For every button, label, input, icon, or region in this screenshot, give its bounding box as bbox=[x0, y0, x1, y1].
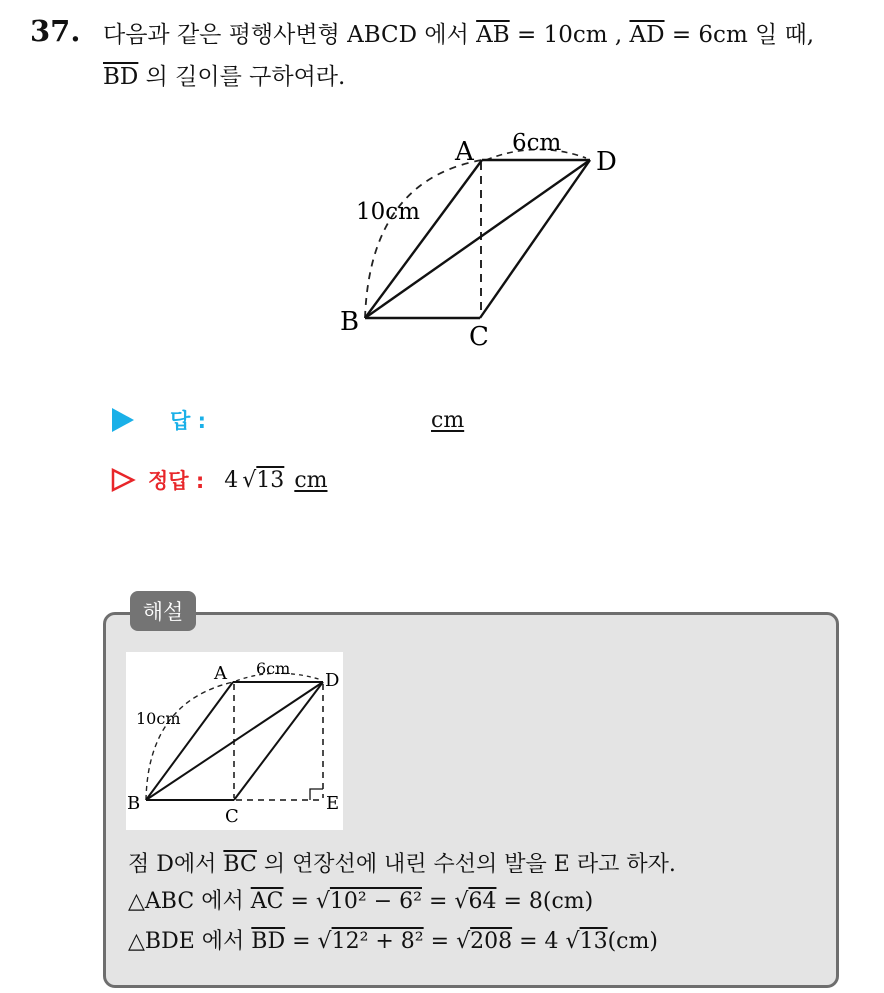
solution-figure bbox=[126, 652, 343, 830]
parallelogram-figure bbox=[330, 120, 650, 355]
play-triangle-icon bbox=[112, 408, 134, 432]
correct-radicand: 13 bbox=[256, 467, 285, 493]
sol-line3-rad3: 13 bbox=[579, 929, 608, 954]
sol-line2-eq1: = bbox=[290, 889, 309, 914]
label-6cm: 6cm bbox=[512, 130, 562, 156]
sol-label-10cm: 10cm bbox=[136, 709, 181, 728]
sol-line3-eq3: = 4 bbox=[519, 929, 559, 954]
segment-ab: $\overline{AB}$ bbox=[476, 22, 510, 48]
sol-line1-post: 의 연장선에 내린 수선의 발을 E 라고 하자. bbox=[263, 852, 676, 877]
sqrt-symbol: √ bbox=[315, 889, 330, 914]
sol-line3-pre: △BDE 에서 bbox=[128, 929, 245, 954]
sol-label-b: B bbox=[127, 793, 141, 814]
sol-line3-rad1: 12² + 8² bbox=[331, 929, 424, 954]
label-b: B bbox=[340, 307, 360, 337]
sol-label-c: C bbox=[225, 806, 239, 827]
question-line-1 bbox=[103, 16, 814, 49]
question-text-post: 의 길이를 구하여라. bbox=[145, 64, 346, 90]
sol-line2-rad1: 10² − 6² bbox=[329, 889, 422, 914]
question-ab-value: = 10cm , bbox=[516, 22, 623, 48]
sol-line3-unit: (cm) bbox=[607, 929, 658, 954]
sol-line2-pre: △ABC 에서 bbox=[128, 889, 244, 914]
solution-line-1 bbox=[128, 847, 676, 878]
solution-line-3 bbox=[128, 924, 658, 955]
sol-line1-pre: 점 D에서 bbox=[128, 852, 217, 877]
outline-triangle-icon bbox=[110, 467, 136, 493]
sqrt-symbol: √ bbox=[317, 929, 332, 954]
correct-answer-row bbox=[110, 465, 328, 495]
segment-bc: $\overline{BC}$ bbox=[223, 852, 257, 877]
solution-line-2 bbox=[128, 884, 593, 915]
segment-ac: $\overline{AC}$ bbox=[250, 889, 284, 914]
answer-row bbox=[112, 405, 464, 435]
sol-line3-eq1: = bbox=[292, 929, 311, 954]
solution-figure-panel bbox=[126, 652, 343, 830]
question-ad-value: = 6cm 일 때, bbox=[671, 22, 815, 48]
sol-line2-result: = 8(cm) bbox=[503, 889, 594, 914]
question-line-2 bbox=[103, 58, 345, 91]
correct-answer-label: 정답 : bbox=[148, 469, 205, 493]
solution-tag: 해설 bbox=[130, 591, 196, 631]
sol-label-d: D bbox=[325, 670, 340, 691]
sol-label-e: E bbox=[326, 793, 340, 814]
label-d: D bbox=[596, 147, 617, 177]
answer-unit: cm bbox=[431, 407, 465, 433]
label-c: C bbox=[469, 322, 489, 352]
sol-label-6cm: 6cm bbox=[256, 659, 291, 678]
segment-ad: $\overline{AD}$ bbox=[629, 22, 665, 48]
sol-label-a: A bbox=[214, 663, 227, 684]
segment-bd: $\overline{BD}$ bbox=[103, 64, 139, 90]
sol-line2-rad2: 64 bbox=[468, 889, 497, 914]
label-10cm: 10cm bbox=[356, 199, 420, 225]
sol-line3-eq2: = bbox=[430, 929, 450, 954]
sqrt-symbol: √ bbox=[454, 889, 469, 914]
correct-unit: cm bbox=[294, 467, 328, 493]
question-number: 37. bbox=[30, 14, 81, 48]
sqrt-symbol: √ bbox=[565, 929, 580, 954]
sol-line2-eq2: = bbox=[428, 889, 448, 914]
sol-line3-rad2: 208 bbox=[470, 929, 513, 954]
label-a: A bbox=[455, 137, 474, 167]
sqrt-symbol: √ bbox=[456, 929, 471, 954]
sqrt-symbol: √ bbox=[242, 467, 257, 493]
answer-label: 답 : bbox=[170, 409, 206, 433]
question-text-pre: 다음과 같은 평행사변형 ABCD 에서 bbox=[103, 22, 469, 48]
correct-coef: 4 bbox=[224, 467, 239, 493]
segment-bd-sol: $\overline{BD}$ bbox=[251, 929, 286, 954]
